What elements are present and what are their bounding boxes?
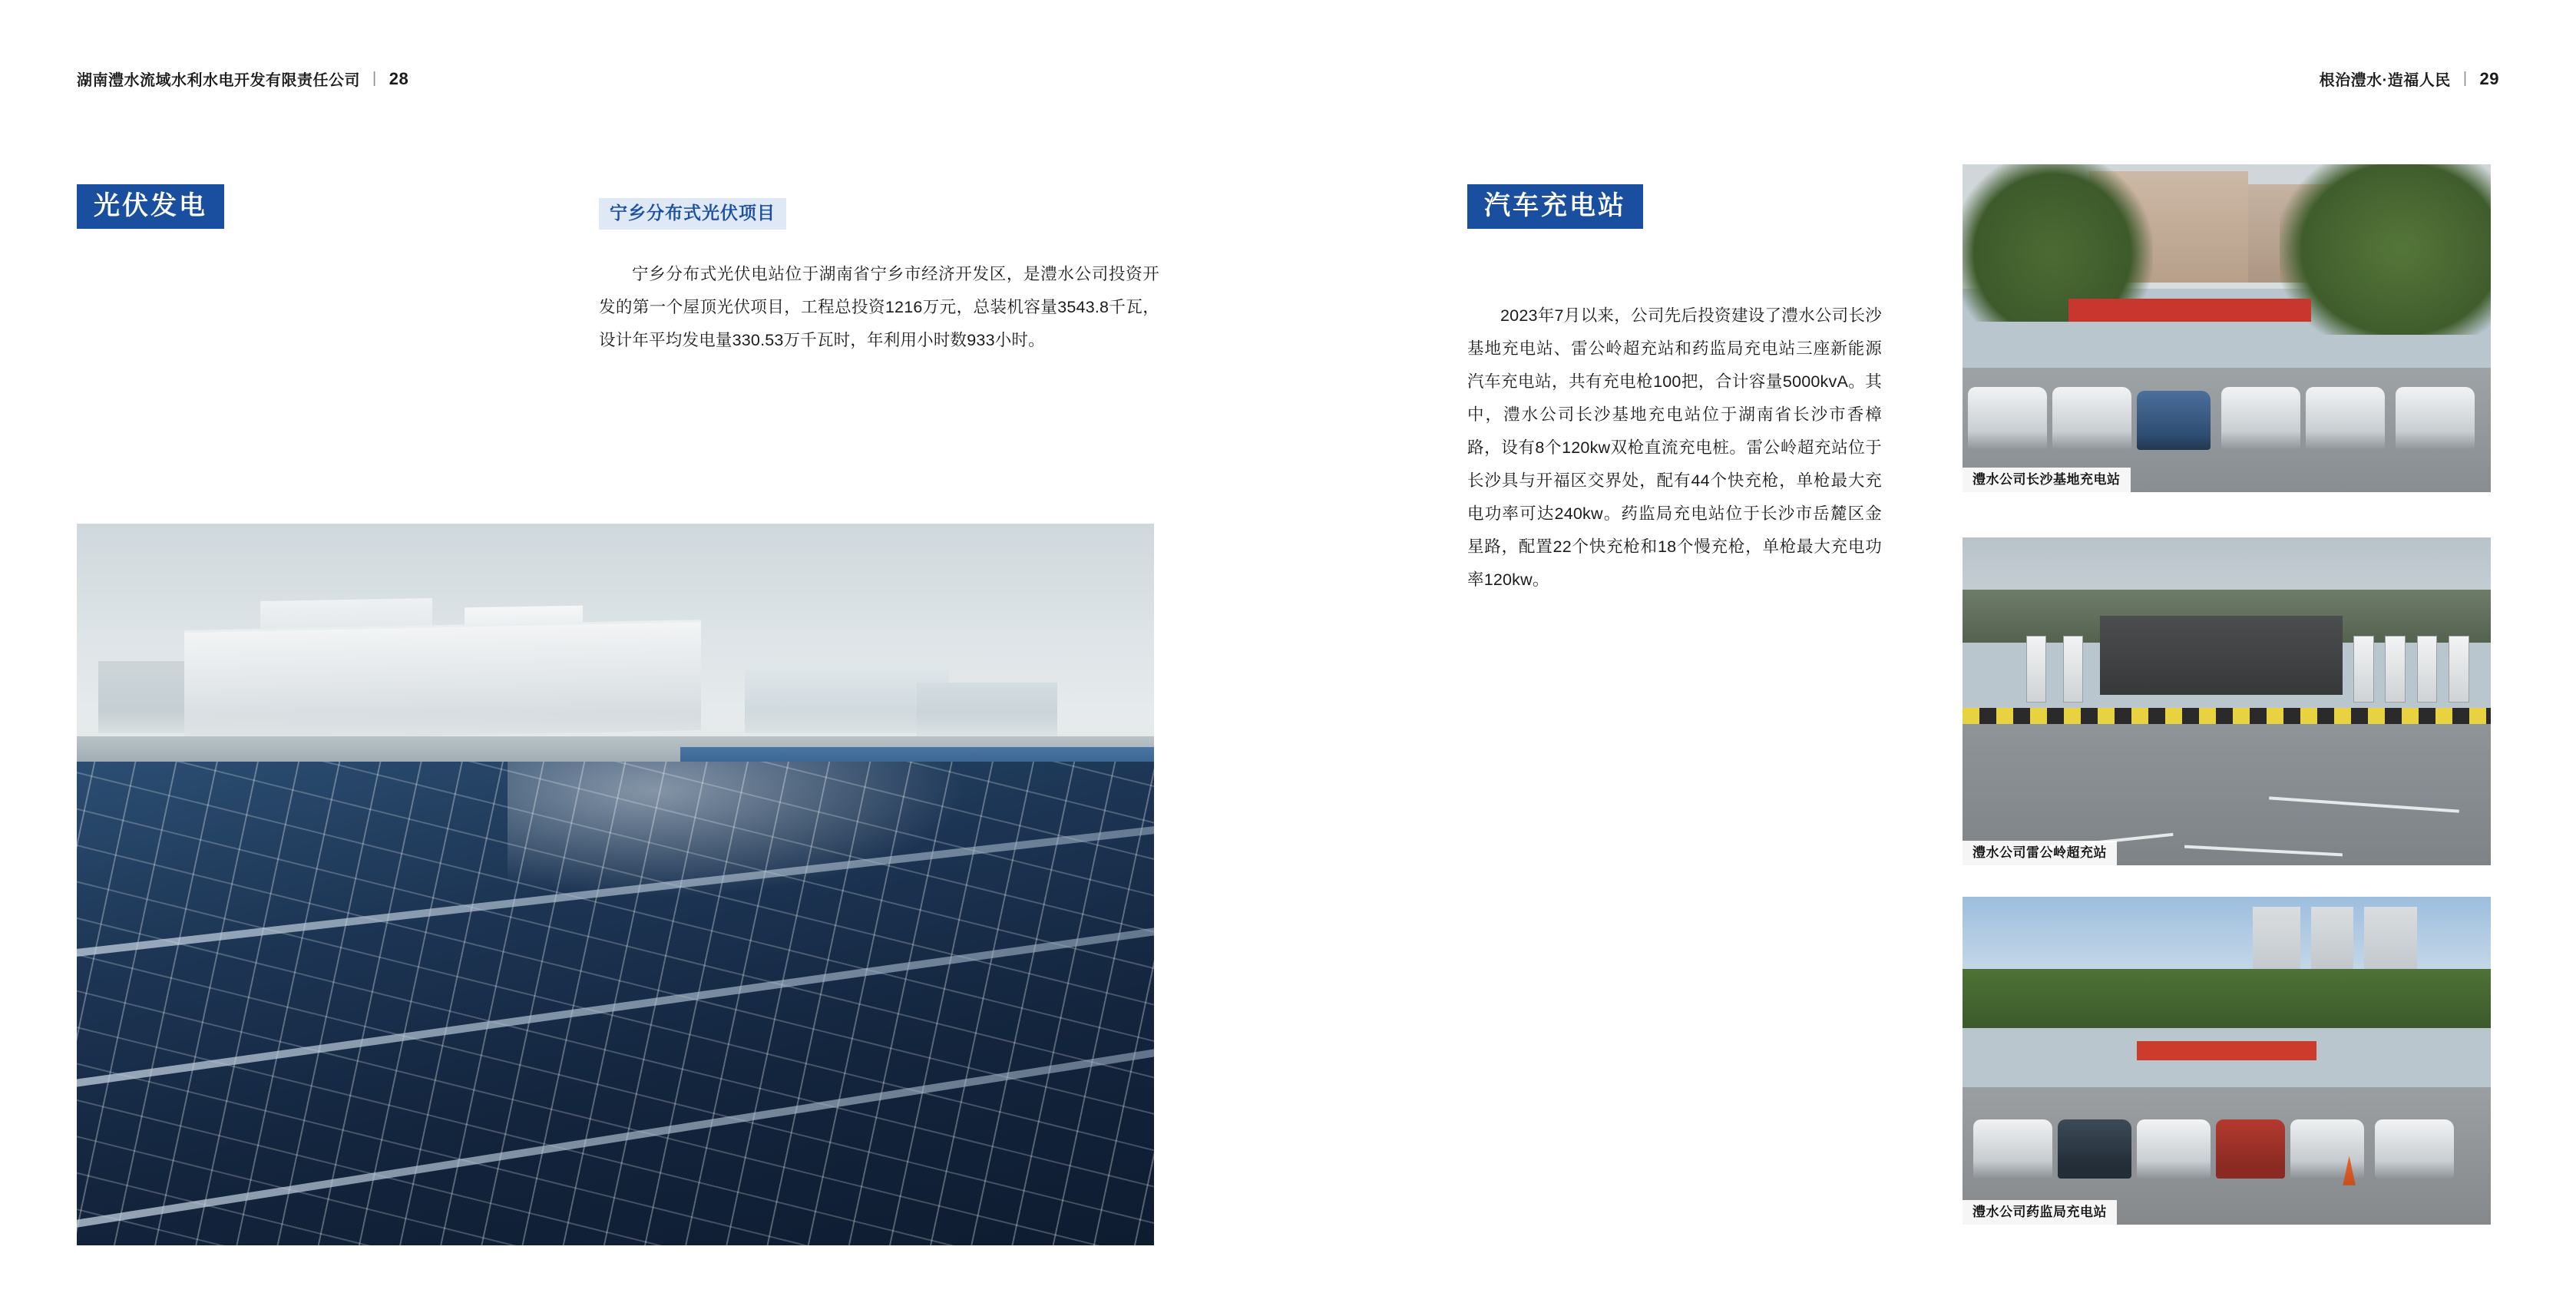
section-badge-photovoltaic: 光伏发电 [77,184,224,229]
photo3-car-3 [2137,1119,2211,1179]
solar-photo-artwork [77,524,1154,1245]
photo3-car-6 [2375,1119,2454,1179]
photo-changsha-base-charging-station [1963,164,2491,492]
photo3-car-5 [2290,1119,2364,1179]
photo1-car-5 [2306,387,2385,449]
running-head-left [77,68,408,90]
running-head-left-text: 湖南澧水流域水利水电开发有限责任公司 [77,72,360,89]
body-text-charging-station: 2023年7月以来，公司先后投资建设了澧水公司长沙基地充电站、雷公岭超充站和药监局充电站三座新能源汽车充电站，共有充电枪100把，合计容量5000kvA。其中，澧水公司长沙基地充电站位于湖南省长沙市香樟路，设有8个120kw双枪直流充电桩。雷公岭超充站位于长沙具与开福区交界处，配有44个快充枪，单枪最大充电功率可达240kw。药监局充电站位于长沙市岳麓区金星路，配置22个快充枪和18个慢充枪，单枪最大充电功率120kw。 [1467,306,1882,589]
photo2-charger-4 [2385,636,2406,703]
photo3-tree-line [1963,969,2491,1028]
photo1-car-2 [2052,387,2131,449]
photo2-caption: 澧水公司雷公岭超充站 [1963,841,2117,865]
photo1-tree-right [2280,164,2491,335]
running-head-right-text: 根治澧水·造福人民 [2319,72,2451,89]
photo2-charger-1 [2026,636,2047,703]
page-number-left: 28 [389,68,409,88]
photo-solar-rooftop [77,524,1154,1245]
photo2-charger-5 [2417,636,2438,703]
page-number-right: 29 [2479,68,2499,88]
photo1-car-4 [2221,387,2300,449]
section-badge-charging-station: 汽车充电站 [1467,184,1643,229]
photo3-caption: 澧水公司药监局充电站 [1963,1200,2117,1225]
photo3-car-1 [1973,1119,2052,1179]
photo1-caption: 澧水公司长沙基地充电站 [1963,468,2131,492]
photo3-car-2 [2058,1119,2131,1179]
photo-leigongling-supercharging-station [1963,537,2491,865]
photo2-charger-6 [2449,636,2469,703]
photo1-car-3 [2137,391,2211,450]
photo3-car-4 [2216,1119,2284,1179]
body-text-photovoltaic: 宁乡分布式光伏电站位于湖南省宁乡市经济开发区，是澧水公司投资开发的第一个屋顶光伏项目，工程总投资1216万元，总装机容量3543.8千瓦，设计年平均发电量330.53万千瓦时，年利用小时数933小时。 [599,265,1159,349]
photo2-yellow-black-curb [1963,708,2491,724]
photo-drug-administration-charging-station [1963,897,2491,1225]
subsection-title-ningxiang: 宁乡分布式光伏项目 [599,198,786,230]
running-head-right-separator: | [2462,70,2468,87]
photo1-car-6 [2396,387,2475,449]
running-head-right [2320,68,2499,90]
sun-glare [508,762,992,906]
photo3-red-banner [2137,1041,2316,1061]
photo2-canopy-structure [2100,616,2343,694]
photo1-car-1 [1968,387,2047,449]
photo2-charger-3 [2353,636,2374,703]
photo1-red-banner [2068,299,2311,322]
running-head-left-separator: | [372,70,377,87]
photo2-charger-2 [2063,636,2084,703]
